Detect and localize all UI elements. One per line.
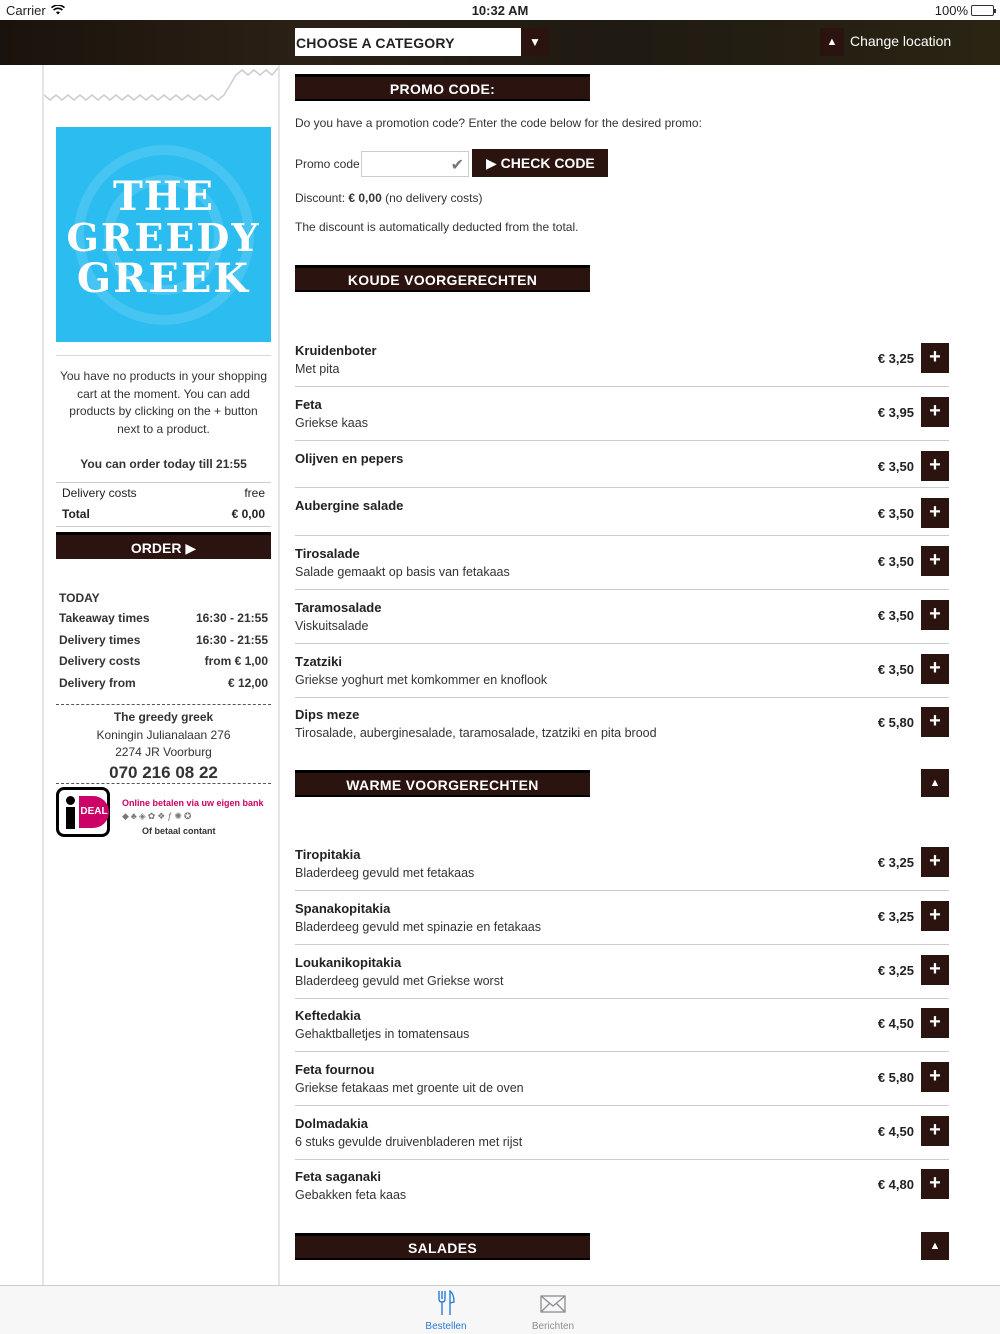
status-bar xyxy=(0,0,1000,20)
add-button[interactable]: + xyxy=(921,901,949,931)
cart-sidebar xyxy=(42,65,280,1285)
menu-item: Keftedakia Gehaktballetjes in tomatensaus € 4,50 + xyxy=(295,1008,949,1052)
menu-item: Dolmadakia 6 stuks gevulde druivenbladeren met rijst € 4,50 + xyxy=(295,1116,949,1160)
menu-item: Aubergine salade € 3,50 + xyxy=(295,498,949,536)
restaurant-logo xyxy=(56,127,271,342)
add-button[interactable]: + xyxy=(921,498,949,528)
payment-banner: DEAL Online betalen via uw eigen bank ◆♣◈✿❖ƒ✺✪ Of betaal contant xyxy=(56,787,271,839)
menu-item: Dips meze Tirosalade, auberginesalade, taramosalade, tzatziki en pita brood € 5,80 + xyxy=(295,707,949,752)
menu-item: Tiropitakia Bladerdeeg gevuld met fetakaas € 3,25 + xyxy=(295,847,949,891)
add-button[interactable]: + xyxy=(921,1169,949,1199)
add-button[interactable]: + xyxy=(921,343,949,373)
times-row: Delivery from € 12,00 xyxy=(59,675,268,690)
change-location-link[interactable]: Change location xyxy=(850,33,952,49)
tab-bestellen[interactable]: Bestellen xyxy=(406,1290,486,1332)
collapse-section-button[interactable]: ▲ xyxy=(921,769,949,797)
add-button[interactable]: + xyxy=(921,451,949,481)
promo-header: PROMO CODE: xyxy=(295,74,590,101)
promo-label: Promo code xyxy=(295,157,360,171)
add-button[interactable]: + xyxy=(921,847,949,877)
dashed-divider xyxy=(56,783,271,784)
menu-item: Loukanikopitakia Bladerdeeg gevuld met Griekse worst € 3,25 + xyxy=(295,955,949,999)
add-button[interactable]: + xyxy=(921,1008,949,1038)
section-header-warme: WARME VOORGERECHTEN xyxy=(295,770,590,797)
times-row: Delivery costs from € 1,00 xyxy=(59,654,268,668)
menu-item: Feta saganaki Gebakken feta kaas € 4,80 + xyxy=(295,1169,949,1213)
cutlery-icon xyxy=(437,1290,455,1316)
chevron-down-icon[interactable]: ▼ xyxy=(521,28,549,56)
receipt-edge-decoration xyxy=(44,65,278,105)
add-button[interactable]: + xyxy=(921,654,949,684)
discount-note: The discount is automatically deducted from the total. xyxy=(295,220,579,234)
check-code-button[interactable]: ▶ CHECK CODE xyxy=(472,149,608,177)
divider xyxy=(56,355,271,356)
add-button[interactable]: + xyxy=(921,1116,949,1146)
tab-bar xyxy=(0,1285,1000,1334)
section-header-koude: KOUDE VOORGERECHTEN xyxy=(295,265,590,292)
chevron-up-icon[interactable]: ▲ xyxy=(820,28,844,56)
order-button[interactable]: ORDER ▶ xyxy=(56,532,271,559)
add-button[interactable]: + xyxy=(921,707,949,737)
menu-item: Tirosalade Salade gemaakt op basis van fetakaas € 3,50 + xyxy=(295,546,949,590)
times-row: Delivery times 16:30 - 21:55 xyxy=(59,632,268,647)
ideal-logo: DEAL xyxy=(56,787,110,837)
promo-intro: Do you have a promotion code? Enter the code below for the desired promo: xyxy=(295,116,702,130)
add-button[interactable]: + xyxy=(921,600,949,630)
total-row: Total € 0,00 xyxy=(62,507,265,521)
add-button[interactable]: + xyxy=(921,1062,949,1092)
times-row: Takeaway times 16:30 - 21:55 xyxy=(59,611,268,625)
menu-item: Kruidenboter Met pita € 3,25 + xyxy=(295,343,949,387)
menu-item: Spanakopitakia Bladerdeeg gevuld met spinazie en fetakaas € 3,25 + xyxy=(295,901,949,945)
menu-item: Feta Griekse kaas € 3,95 + xyxy=(295,397,949,441)
today-title: TODAY xyxy=(59,591,100,605)
menu-item: Feta fournou Griekse fetakaas met groente uit de oven € 5,80 + xyxy=(295,1062,949,1106)
restaurant-address: The greedy greek Koningin Julianalaan 276 2274 JR Voorburg 070 216 08 22 xyxy=(56,709,271,784)
empty-cart-message: You have no products in your shopping cart at the moment. You can add products by clicking on the + button next to a product. xyxy=(59,369,268,436)
discount-line: Discount: € 0,00 (no delivery costs) xyxy=(295,191,483,205)
clock: 10:32 AM xyxy=(471,2,529,18)
checkmark-icon: ✔ xyxy=(450,157,464,174)
category-select[interactable]: CHOOSE A CATEGORY xyxy=(295,28,521,56)
add-button[interactable]: + xyxy=(921,955,949,985)
cart-totals xyxy=(56,482,271,527)
promo-code-input[interactable] xyxy=(361,151,469,177)
logo-line-3: GREEK xyxy=(76,255,251,302)
collapse-section-button[interactable]: ▲ xyxy=(921,1232,949,1260)
menu-item: Taramosalade Viskuitsalade € 3,50 + xyxy=(295,600,949,644)
wifi-icon xyxy=(51,5,65,15)
bank-logos-icon: ◆♣◈✿❖ƒ✺✪ xyxy=(122,811,194,821)
menu-item: Tzatziki Griekse yoghurt met komkommer en knoflook € 3,50 + xyxy=(295,654,949,698)
add-button[interactable]: + xyxy=(921,397,949,427)
delivery-costs-row: Delivery costs free xyxy=(62,486,265,500)
menu-item: Olijven en pepers € 3,50 + xyxy=(295,451,949,488)
opening-times xyxy=(56,588,271,694)
section-header-salades: SALADES xyxy=(295,1233,590,1260)
battery-icon xyxy=(971,5,994,16)
battery-percent: 100% xyxy=(934,2,968,18)
top-header xyxy=(0,20,1000,65)
logo-line-2: GREEDY xyxy=(66,215,261,260)
envelope-icon xyxy=(540,1290,566,1316)
tab-berichten[interactable]: Berichten xyxy=(513,1290,593,1332)
logo-line-1: THE xyxy=(112,173,215,220)
carrier-label: Carrier xyxy=(6,2,46,18)
dashed-divider xyxy=(56,704,271,705)
phone-number[interactable]: 070 216 08 22 xyxy=(109,762,218,782)
add-button[interactable]: + xyxy=(921,546,949,576)
order-till-text: You can order today till 21:55 xyxy=(80,457,247,471)
